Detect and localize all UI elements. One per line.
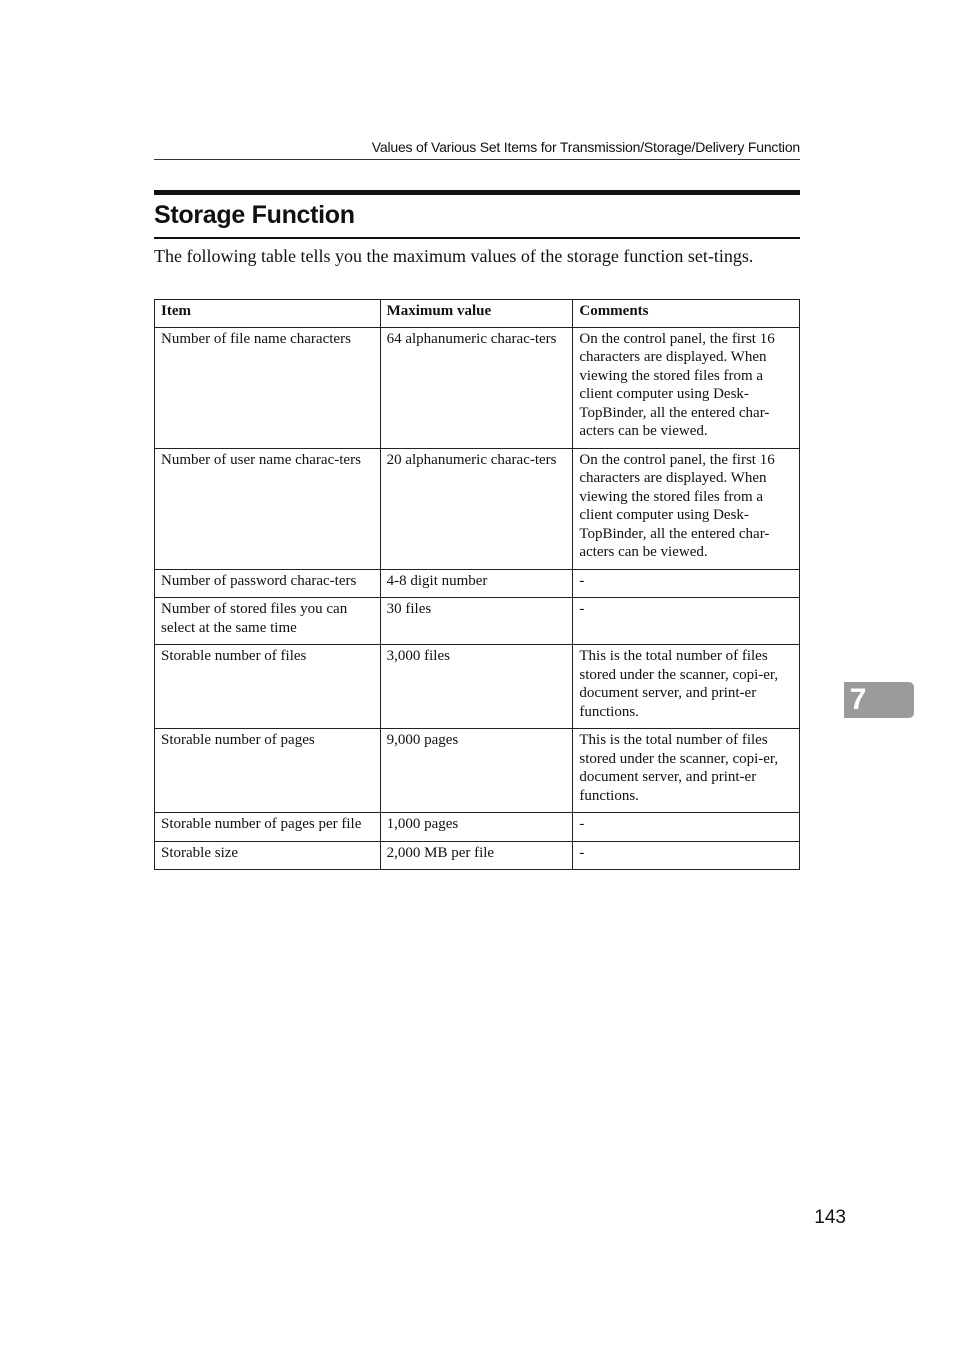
cell-item: Storable number of files (155, 645, 381, 729)
cell-comments: - (573, 598, 800, 645)
section-title: Storage Function (154, 201, 355, 229)
cell-item: Number of user name charac-ters (155, 448, 381, 569)
cell-item: Storable number of pages per file (155, 813, 381, 842)
chapter-number: 7 (849, 683, 867, 716)
table-header-row (155, 300, 800, 328)
cell-item: Number of password charac-ters (155, 569, 381, 598)
table-row (155, 598, 800, 645)
column-header-maximum-value: Maximum value (380, 300, 573, 328)
header-rule (154, 159, 800, 160)
column-header-item: Item (155, 300, 381, 328)
cell-maximum-value: 20 alphanumeric charac-ters (380, 448, 573, 569)
table-row (155, 327, 800, 448)
cell-comments: - (573, 569, 800, 598)
cell-maximum-value: 64 alphanumeric charac-ters (380, 327, 573, 448)
section-title-bottom-rule (154, 237, 800, 239)
table-row (155, 569, 800, 598)
running-header: Values of Various Set Items for Transmission/Storage/Delivery Function (371, 139, 800, 155)
cell-comments: This is the total number of files stored under the scanner, copi-er, document server, and print-er functions. (573, 729, 800, 813)
table-row (155, 729, 800, 813)
cell-comments: - (573, 813, 800, 842)
section-title-top-rule (154, 190, 800, 195)
cell-item: Storable size (155, 841, 381, 870)
cell-maximum-value: 2,000 MB per file (380, 841, 573, 870)
cell-item: Storable number of pages (155, 729, 381, 813)
table-row (155, 841, 800, 870)
cell-maximum-value: 4-8 digit number (380, 569, 573, 598)
cell-item: Number of stored files you can select at the same time (155, 598, 381, 645)
cell-comments: - (573, 841, 800, 870)
table-row (155, 448, 800, 569)
cell-item: Number of file name characters (155, 327, 381, 448)
cell-maximum-value: 1,000 pages (380, 813, 573, 842)
cell-maximum-value: 3,000 files (380, 645, 573, 729)
cell-maximum-value: 30 files (380, 598, 573, 645)
intro-paragraph: The following table tells you the maximum values of the storage function set-tings. (154, 246, 754, 266)
cell-maximum-value: 9,000 pages (380, 729, 573, 813)
page-number: 143 (814, 1207, 846, 1228)
column-header-comments: Comments (573, 300, 800, 328)
cell-comments: This is the total number of files stored under the scanner, copi-er, document server, and print-er functions. (573, 645, 800, 729)
cell-comments: On the control panel, the first 16 characters are displayed. When viewing the stored files from a client computer using Desk-TopBinder, all the entered char-acters can be viewed. (573, 448, 800, 569)
storage-values-table (154, 299, 800, 870)
cell-comments: On the control panel, the first 16 characters are displayed. When viewing the stored files from a client computer using Desk-TopBinder, all the entered char-acters can be viewed. (573, 327, 800, 448)
table-row (155, 645, 800, 729)
table-row (155, 813, 800, 842)
